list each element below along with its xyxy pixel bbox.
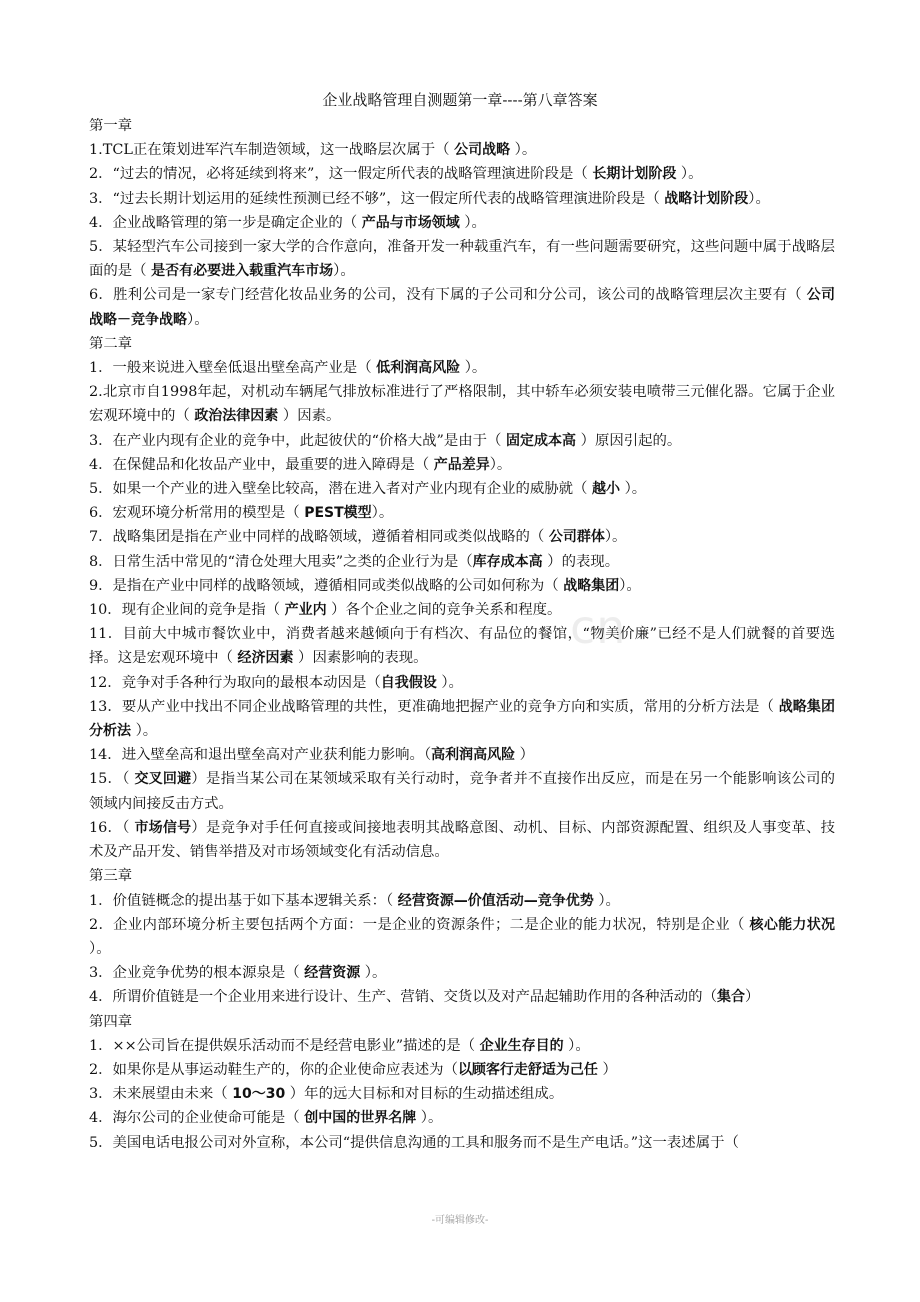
question-line [89,889,835,913]
chapter-heading [89,114,835,138]
question-text-end: ）。 [89,940,111,957]
question-text-end: ）各个企业之间的竞争关系和程度。 [326,602,562,619]
answer-text: 高利润高风险 [431,747,516,764]
question-text-end: ） [744,989,760,1006]
answer-text: 政治法律因素 [194,408,279,425]
question-line [89,550,835,574]
question-text-end: ）。 [604,529,627,546]
question-text-end: ）。 [563,1037,590,1054]
question-text: 1．价值链概念的提出基于如下基本逻辑关系：（ [89,892,398,909]
question-line [89,429,835,453]
question-text: 13．要从产业中找出不同企业战略管理的共性，更准确地把握产业的竞争方向和实质，常用的分析方法是（ [89,698,779,715]
question-text-end: ）是竞争对手任何直接或间接地表明其战略意图、动机、目标、内部资源配置、组织及人事变革、技术及产品开发、销售举措及对市场领域变化有活动信息。 [89,819,835,861]
answer-text: 固定成本高 [506,432,576,449]
question-text: 8．日常生活中常见的“清仓处理大甩卖”之类的企业行为是（ [89,553,473,570]
answer-text: 企业生存目的 [479,1037,564,1054]
question-text: 3．在产业内现有企业的竞争中，此起彼伏的“价格大战”是由于（ [89,432,506,449]
question-text-end: ）。 [489,456,512,473]
question-line [89,767,835,815]
question-text-end: ）。 [459,214,486,231]
question-line [89,1034,835,1058]
question-text: 2．如果你是从事运动鞋生产的，你的企业使命应表述为（ [89,1061,458,1078]
question-text-end: ）。 [593,892,620,909]
question-text-end: ）。 [619,577,641,594]
question-line [89,913,835,961]
question-text: 16．（ [89,819,135,836]
answer-text: 越小 [592,481,621,498]
question-text: 3．“过去长期计划运用的延续性预测已经不够”，这一假定所代表的战略管理演进阶段是（ [89,190,665,207]
answer-text: 低利润高风险 [376,360,461,377]
question-line [89,1131,835,1155]
question-text-end: ）原因引起的。 [576,432,682,449]
question-text: 2．企业内部环境分析主要包括两个方面：一是企业的资源条件；二是企业的能力状况，特别是企业（ [89,916,750,933]
answer-text: 创中国的世界名牌 [304,1110,417,1127]
question-line [89,283,835,331]
question-line [89,1058,835,1082]
answer-text: 产品与市场领域 [361,214,460,231]
question-line [89,671,835,695]
chapter-heading [89,332,835,356]
question-text: 3．未来展望由未来（ [89,1086,233,1103]
question-line [89,162,835,186]
question-text: 11．目前大中城市餐饮业中，消费者越来越倾向于有档次、有品位的餐馆，“物美价廉”已经不是人们就餐的首要选择。这是宏观环境中（ [89,626,835,667]
answer-text: 公司群体 [548,529,605,546]
question-text: 2．“过去的情况，必将延续到将来”，这一假定所代表的战略管理演进阶段是（ [89,166,593,183]
answer-text: 交叉回避 [134,771,192,788]
question-text: 4．在保健品和化妆品产业中，最重要的进入障碍是（ [89,456,434,473]
question-line [89,985,835,1009]
question-text: 4．海尔公司的企业使命可能是（ [89,1110,305,1127]
answer-text: 10～30 [232,1086,286,1103]
chapter-heading [89,1010,835,1034]
answer-text: 经济因素 [237,650,294,667]
chapter-heading [89,864,835,888]
question-line [89,816,835,864]
question-text-end: ）。 [333,263,355,280]
question-line [89,138,835,162]
question-line [89,187,835,211]
answer-text: 是否有必要进入载重汽车市场 [151,263,334,280]
question-text-end: ）的表现。 [542,553,620,570]
question-text: 4．企业战略管理的第一步是确定企业的（ [89,214,362,231]
answer-text: 战略集团 [563,577,620,594]
question-text: 第三章 [89,868,133,885]
document-title: 企业战略管理自测题第一章----第八章答案 [322,91,598,109]
answer-text: 经营资源—价值活动—竞争优势 [397,892,594,909]
question-text: 9．是指在产业中同样的战略领域，遵循相同或类似战略的公司如何称为（ [89,577,564,594]
question-text: 第二章 [89,335,133,352]
question-text: 1.TCL正在策划进军汽车制造领域，这一战略层次属于（ [89,142,455,159]
question-text: 10．现有企业间的竞争是指（ [89,602,285,619]
question-text-end: ）。 [510,142,537,159]
question-line [89,743,835,767]
question-text-end: ）。 [748,190,770,207]
question-text-end: ）。 [187,311,209,328]
question-text: 3．企业竞争优势的根本源泉是（ [89,965,305,982]
question-line [89,961,835,985]
question-line [89,622,835,670]
answer-text: 产业内 [284,602,327,619]
question-line [89,574,835,598]
question-text: 6．胜利公司是一家专门经营化妆品业务的公司，没有下属的子公司和分公司，该公司的战略管理层次主要有（ [89,287,807,304]
question-line [89,235,835,283]
question-line [89,211,835,235]
question-line [89,356,835,380]
question-text-end: ）是指当某公司在某领域采取有关行动时，竞争者并不直接作出反应，而是在另一个能影响该公司的领域内间接反击方式。 [89,771,835,812]
question-text: 4．所谓价值链是一个企业用来进行设计、生产、营销、交货以及对产品起辅助作用的各种活动的（ [89,989,717,1006]
question-line [89,501,835,525]
answer-text: 长期计划阶段 [592,166,677,183]
question-text-end: ）。 [620,481,647,498]
question-text: 1．××公司旨在提供娱乐活动而不是经营电影业”描述的是（ [89,1037,480,1054]
question-text: 7．战略集团是指在产业中同样的战略领域，遵循着相同或类似战略的（ [89,529,549,546]
answer-text: 自我假设 [380,674,437,691]
answer-text: 核心能力状况 [749,916,836,933]
answer-text: 公司战略 [454,142,511,159]
answer-text: 经营资源 [304,965,361,982]
answer-text: 战略计划阶段 [664,190,749,207]
question-text: 5．如果一个产业的进入壁垒比较高，潜在进入者对产业内现有企业的威胁就（ [89,481,593,498]
answer-text: PEST模型 [304,505,372,522]
answer-text: 库存成本高 [472,553,543,570]
question-line [89,598,835,622]
question-text-end: ）年的远大目标和对目标的生动描述组成。 [285,1086,564,1103]
answer-text: 产品差异 [433,456,490,473]
question-line [89,695,835,743]
question-text: 第一章 [89,118,133,134]
answer-text: 战略集团分析法 [89,698,836,740]
question-text-end: ） [515,747,535,764]
question-text: 14．进入壁垒高和退出壁垒高对产业获利能力影响。（ [89,747,432,764]
question-line [89,1106,835,1130]
answer-text: 公司战略－竞争战略 [89,287,835,328]
question-text-end: ）。 [371,505,394,522]
question-text: 5．某轻型汽车公司接到一家大学的合作意向，准备开发一种载重汽车，有一些问题需要研究，这些问题中属于战略层面的是（ [89,239,835,280]
question-text: 6．宏观环境分析常用的模型是（ [89,505,305,522]
question-text-end: ）。 [436,674,463,691]
question-line [89,525,835,549]
question-line [89,380,835,428]
question-text-end: ）。 [416,1110,443,1127]
question-text-end: ）。 [360,965,387,982]
answer-text: 以顾客行走舒适为己任 [457,1061,598,1078]
page-footer: -可编辑修改- [431,1215,489,1226]
question-text-end: ）。 [460,360,487,377]
question-text-end: ）。 [131,723,158,740]
question-text: 5．美国电话电报公司对外宣称，本公司“提供信息沟通的工具和服务而不是生产电话。”这一表述属于（ [89,1134,739,1151]
question-text: 1．一般来说进入壁垒低退出壁垒高产业是（ [89,360,377,377]
question-line [89,1082,835,1106]
question-line [89,477,835,501]
watermark: cn [570,600,627,654]
question-text-end: ） [597,1061,617,1078]
question-text-end: ）因素影响的表现。 [293,650,428,667]
question-text: 第四章 [89,1013,133,1030]
question-line [89,453,835,477]
question-text-end: ）因素。 [278,408,341,425]
document-body [89,114,835,1155]
question-text: 12．竞争对手各种行为取向的最根本动因是（ [89,674,381,691]
question-text-end: ）。 [676,166,703,183]
answer-text: 集合 [716,989,745,1006]
question-text: 2.北京市自1998年起，对机动车辆尾气排放标准进行了严格限制，其中轿车必须安装电喷带三元催化器。它属于企业宏观环境中的（ [89,384,835,425]
question-text: 15．（ [89,771,135,788]
answer-text: 市场信号 [134,819,192,836]
